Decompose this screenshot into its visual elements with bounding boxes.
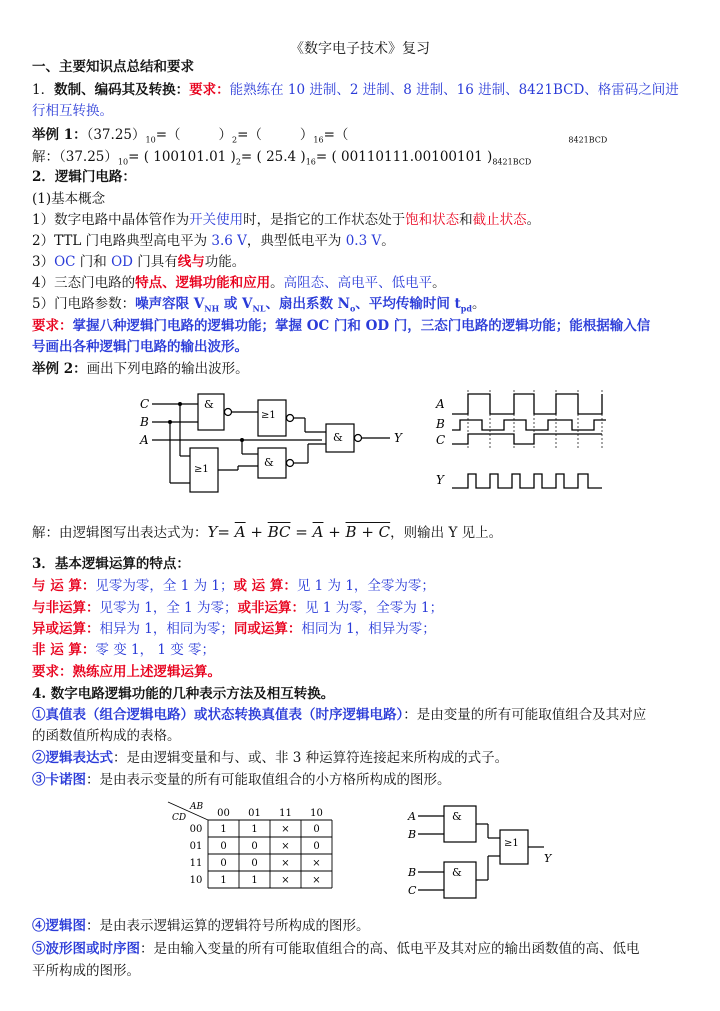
wave-y-label: Y: [436, 473, 444, 487]
c2-input-c: C: [408, 884, 417, 897]
repr-item-5-cont: 平所构成的图形。: [32, 963, 140, 979]
requirement-3: 要求：熟练应用上述逻辑运算。: [32, 664, 221, 680]
kmap-cell: ×: [312, 875, 321, 886]
xnor-op-text: 相同为 1，相异为零；: [301, 621, 436, 637]
high-level-value: 3.6 V: [211, 233, 247, 249]
logic-op-row-4: [32, 640, 215, 660]
base-16-subscript: 16: [305, 157, 316, 167]
c2-output-y: Y: [544, 852, 552, 865]
c2-input-a: A: [408, 810, 416, 823]
propagation-delay: 、平均传输时间 t: [355, 296, 461, 312]
logic-circuit-2: [404, 800, 564, 900]
c2-input-b2: B: [408, 866, 417, 879]
kmap-cell: 0: [220, 841, 227, 852]
kmap-cell: 0: [251, 841, 258, 852]
pd-subscript: pd: [460, 303, 472, 314]
kmap-cell: 0: [220, 858, 227, 869]
or-op-label: 或 运 算：: [233, 578, 297, 594]
kmap-cell: ×: [281, 858, 290, 869]
waveform-diagram: [432, 386, 622, 498]
c2-and-1-symbol: &: [452, 810, 462, 823]
repr-item-4: [32, 916, 370, 936]
truth-table-label: ①真值表（组合逻辑电路）或状态转换真值表（时序逻辑电路）: [32, 707, 404, 723]
concept-2-end: 。: [381, 233, 395, 249]
input-c-label: C: [140, 397, 150, 411]
repr-item-5: [32, 939, 640, 959]
repr-item-3: [32, 770, 451, 790]
or-gate-2-symbol: ≥1: [194, 464, 209, 475]
page-title: 《数字电子技术》复习: [290, 41, 430, 57]
o-subscript: o: [350, 303, 356, 314]
low-level-value: 0.3 V: [345, 233, 382, 249]
karnaugh-text: ：是由表示变量的所有可能取值组合的小方格所构成的图形。: [86, 772, 451, 788]
and-op-label: 与 运 算：: [32, 578, 96, 594]
kmap-ab-label: AB: [190, 802, 204, 812]
kmap-cell: 1: [220, 875, 227, 886]
bcd-answer: = ( 00110111.00100101 ): [315, 149, 493, 165]
topic-2-heading: 2．逻辑门电路：: [32, 169, 136, 185]
logic-expr-label: ②逻辑表达式: [32, 750, 113, 766]
xor-op-label: 异或运算：: [32, 621, 100, 637]
section-heading-1: 一、主要知识点总结和要求: [32, 59, 194, 75]
logic-expr-text: ：是由逻辑变量和与、或、非 3 种运算符连接起来所构成的式子。: [113, 750, 509, 766]
concept-4: [32, 273, 446, 293]
base-10-subscript: 10: [117, 157, 129, 167]
kmap-col-header: 01: [248, 808, 261, 819]
kmap-cell: 1: [251, 875, 258, 886]
logic-op-row-1: [32, 576, 435, 596]
concept-3-text-2: 门具有: [133, 254, 178, 270]
bcd-subscript: 8421BCD: [568, 135, 608, 145]
concept-3: [32, 252, 245, 272]
base-16-subscript: 16: [313, 135, 324, 145]
concept-1-text-2: 时，是指它的工作状态处于: [243, 212, 406, 228]
concept-4-sep: 。: [270, 275, 284, 291]
eq-equals-2: =: [290, 523, 313, 541]
noise-margin-low: 或 V: [219, 296, 253, 312]
eq-not-a-2: $\overline{A}$: [312, 523, 324, 541]
topic-1-number: 1．: [32, 82, 55, 98]
logic-diagram-text: ：是由表示逻辑运算的逻辑符号所构成的图形。: [86, 918, 370, 934]
concept-1: [32, 210, 540, 230]
concept-2-text: 2）TTL 门电路典型高电平为: [32, 233, 212, 249]
eq-not-b-plus-c: B + C: [345, 523, 391, 541]
kmap-cell: 0: [313, 824, 320, 835]
kmap-col-header: 10: [310, 808, 323, 819]
logic-circuit-diagram: [130, 388, 420, 503]
base-2-subscript: 2: [232, 135, 238, 145]
kmap-row-header: 00: [189, 824, 203, 835]
requirement-text: 能熟练在 10 进制、2 进制、8 进制、16 进制、8421BCD、格雷码之间进: [229, 82, 679, 98]
topic-1-heading: 数制、编码其及转换：: [54, 82, 190, 98]
requirement-2: [32, 316, 650, 336]
kmap-col-header: 00: [217, 808, 230, 819]
wave-b-label: B: [436, 417, 445, 431]
bcd-subscript: 8421BCD: [492, 157, 532, 167]
requirement-2-text: 掌握八种逻辑门电路的逻辑功能；掌握 OC 门和 OD 门，三态门电路的逻辑功能；能根据输入信: [72, 318, 651, 334]
and-op-text: 见零为零，全 1 为 1；: [95, 578, 234, 594]
eq-open-2: =（: [155, 127, 181, 143]
example-1-label: 举例 1：: [32, 127, 87, 143]
or-op-text: 见 1 为 1，全零为零；: [296, 578, 435, 594]
solution-1-label: 解：（37.25）: [32, 149, 118, 165]
eq-close-2: ）: [218, 127, 232, 143]
nor-op-text: 见 1 为零，全零为 1；: [305, 600, 444, 616]
nand-op-text: 见零为 1，全 1 为零；: [99, 600, 238, 616]
concept-3-text: 门和: [75, 254, 112, 270]
solution-2: [32, 522, 502, 543]
topic-3-heading: 3．基本逻辑运算的特点：: [32, 556, 190, 572]
kmap-cell: 1: [220, 824, 227, 835]
topic-4-heading: 4. 数字电路逻辑功能的几种表示方法及相互转换。: [32, 686, 335, 702]
requirement-2-cont: 号画出各种逻辑门电路的输出波形。: [32, 339, 248, 355]
nor-op-label: 或非运算：: [237, 600, 306, 616]
switch-use: 开关使用: [189, 212, 244, 228]
kmap-cell: ×: [281, 875, 290, 886]
noise-margin: 噪声容限 V: [135, 296, 205, 312]
base-2-subscript: 2: [235, 157, 241, 167]
example-2: [32, 359, 249, 379]
waveform-text: ：是由输入变量的所有可能取值组合的高、低电平及其对应的输出函数值的高、低电: [140, 941, 640, 957]
nh-subscript: NH: [204, 303, 220, 314]
wave-c-label: C: [436, 433, 446, 447]
requirement-label: 要求：: [189, 82, 230, 98]
solution-2-text: 解：由逻辑图写出表达式为：: [32, 525, 208, 541]
waveform-label: ⑤波形图或时序图: [32, 941, 140, 957]
requirement-text-cont: 行相互转换。: [32, 103, 113, 119]
output-y-label: Y: [394, 431, 402, 445]
tristate-features: 特点、逻辑功能和应用: [135, 275, 271, 291]
not-op-text: 零 变 1， 1 变 零；: [95, 642, 216, 658]
kmap-cell: ×: [312, 858, 321, 869]
nl-subscript: NL: [252, 303, 266, 314]
topic-1-line: [32, 80, 679, 100]
kmap-col-header: 11: [279, 808, 292, 819]
xnor-op-label: 同或运算：: [233, 621, 302, 637]
karnaugh-map: [162, 798, 352, 894]
wired-and: 线与: [177, 254, 205, 270]
eq-plus: +: [245, 523, 268, 541]
kmap-cell: ×: [281, 824, 290, 835]
nand-op-label: 与非运算：: [32, 600, 100, 616]
kmap-cell: 0: [251, 858, 258, 869]
kmap-cd-label: CD: [172, 813, 187, 823]
input-a-label: A: [140, 433, 149, 447]
or-gate-1-symbol: ≥1: [261, 410, 276, 421]
eq-open-16: =（: [237, 127, 262, 143]
solution-2-end: ，则输出 Y 见上。: [390, 525, 503, 541]
eq-not-a: $\overline{A}$: [234, 523, 246, 541]
not-op-label: 非 运 算：: [32, 642, 96, 658]
repr-item-1-cont: 的函数值所构成的表格。: [32, 728, 181, 744]
hex-answer: = ( 25.4 ): [240, 149, 306, 165]
c2-and-2-symbol: &: [452, 866, 462, 879]
saturation-state: 饱和状态: [405, 212, 460, 228]
logic-op-row-3: [32, 619, 436, 639]
example-1-value: （37.25）: [86, 127, 146, 143]
tristate-states: 高阻态、高电平、低电平: [283, 275, 433, 291]
concept-3-num: 3）: [32, 254, 55, 270]
binary-answer: = ( 100101.01 ): [128, 149, 236, 165]
input-b-label: B: [140, 415, 149, 429]
eq-plus-2: +: [323, 523, 346, 541]
and-gate-1-symbol: &: [204, 398, 214, 411]
oc-gate: OC: [54, 254, 76, 270]
logic-op-row-2: [32, 598, 443, 618]
eq-y: Y: [207, 523, 218, 541]
requirement-label: 要求：: [32, 318, 73, 334]
kmap-row-header: 10: [189, 875, 203, 886]
concept-4-end: 。: [432, 275, 446, 291]
kmap-cell: 0: [313, 841, 320, 852]
example-2-text: 画出下列电路的输出波形。: [86, 361, 249, 377]
repr-item-2: [32, 748, 508, 768]
concept-4-text: 4）三态门电路的: [32, 275, 136, 291]
wave-a-label: A: [436, 397, 445, 411]
eq-close-16: ）: [299, 127, 314, 143]
cutoff-state: 截止状态: [472, 212, 527, 228]
concept-2: [32, 231, 395, 251]
example-2-label: 举例 2：: [32, 361, 87, 377]
kmap-row-header: 01: [189, 841, 203, 852]
eq-not-b-c: $\overline{BC}$: [267, 523, 291, 541]
xor-op-text: 相异为 1，相同为零；: [99, 621, 234, 637]
kmap-cell: ×: [281, 841, 290, 852]
concept-1-end: 。: [526, 212, 541, 228]
concept-5-text: 5）门电路参数：: [32, 296, 136, 312]
concept-1-text: 1）数字电路中晶体管作为: [32, 212, 190, 228]
concept-3-end: 功能。: [204, 254, 246, 270]
base-10-subscript: 10: [145, 135, 156, 145]
eq-equals: =: [217, 523, 235, 541]
basic-concepts-heading: (1)基本概念: [32, 191, 106, 207]
and-gate-2-symbol: &: [264, 456, 274, 469]
kmap-cell: 1: [251, 824, 258, 835]
concept-5-end: 。: [471, 296, 486, 312]
and-gate-3-symbol: &: [333, 431, 343, 444]
od-gate: OD: [111, 254, 133, 270]
concept-5: [32, 294, 485, 319]
karnaugh-label: ③卡诺图: [32, 772, 86, 788]
concept-2-text-2: ，典型低电平为: [246, 233, 346, 249]
kmap-row-header: 11: [189, 858, 203, 869]
repr-item-1: [32, 705, 646, 725]
truth-table-text: ：是由变量的所有可能取值组合及其对应: [403, 707, 647, 723]
eq-open-bcd: =（: [323, 127, 349, 143]
fan-out: 、扇出系数 N: [265, 296, 351, 312]
c2-or-symbol: ≥1: [504, 838, 519, 849]
concept-1-and: 和: [459, 212, 473, 228]
c2-input-b1: B: [408, 828, 417, 841]
logic-diagram-label: ④逻辑图: [32, 918, 86, 934]
